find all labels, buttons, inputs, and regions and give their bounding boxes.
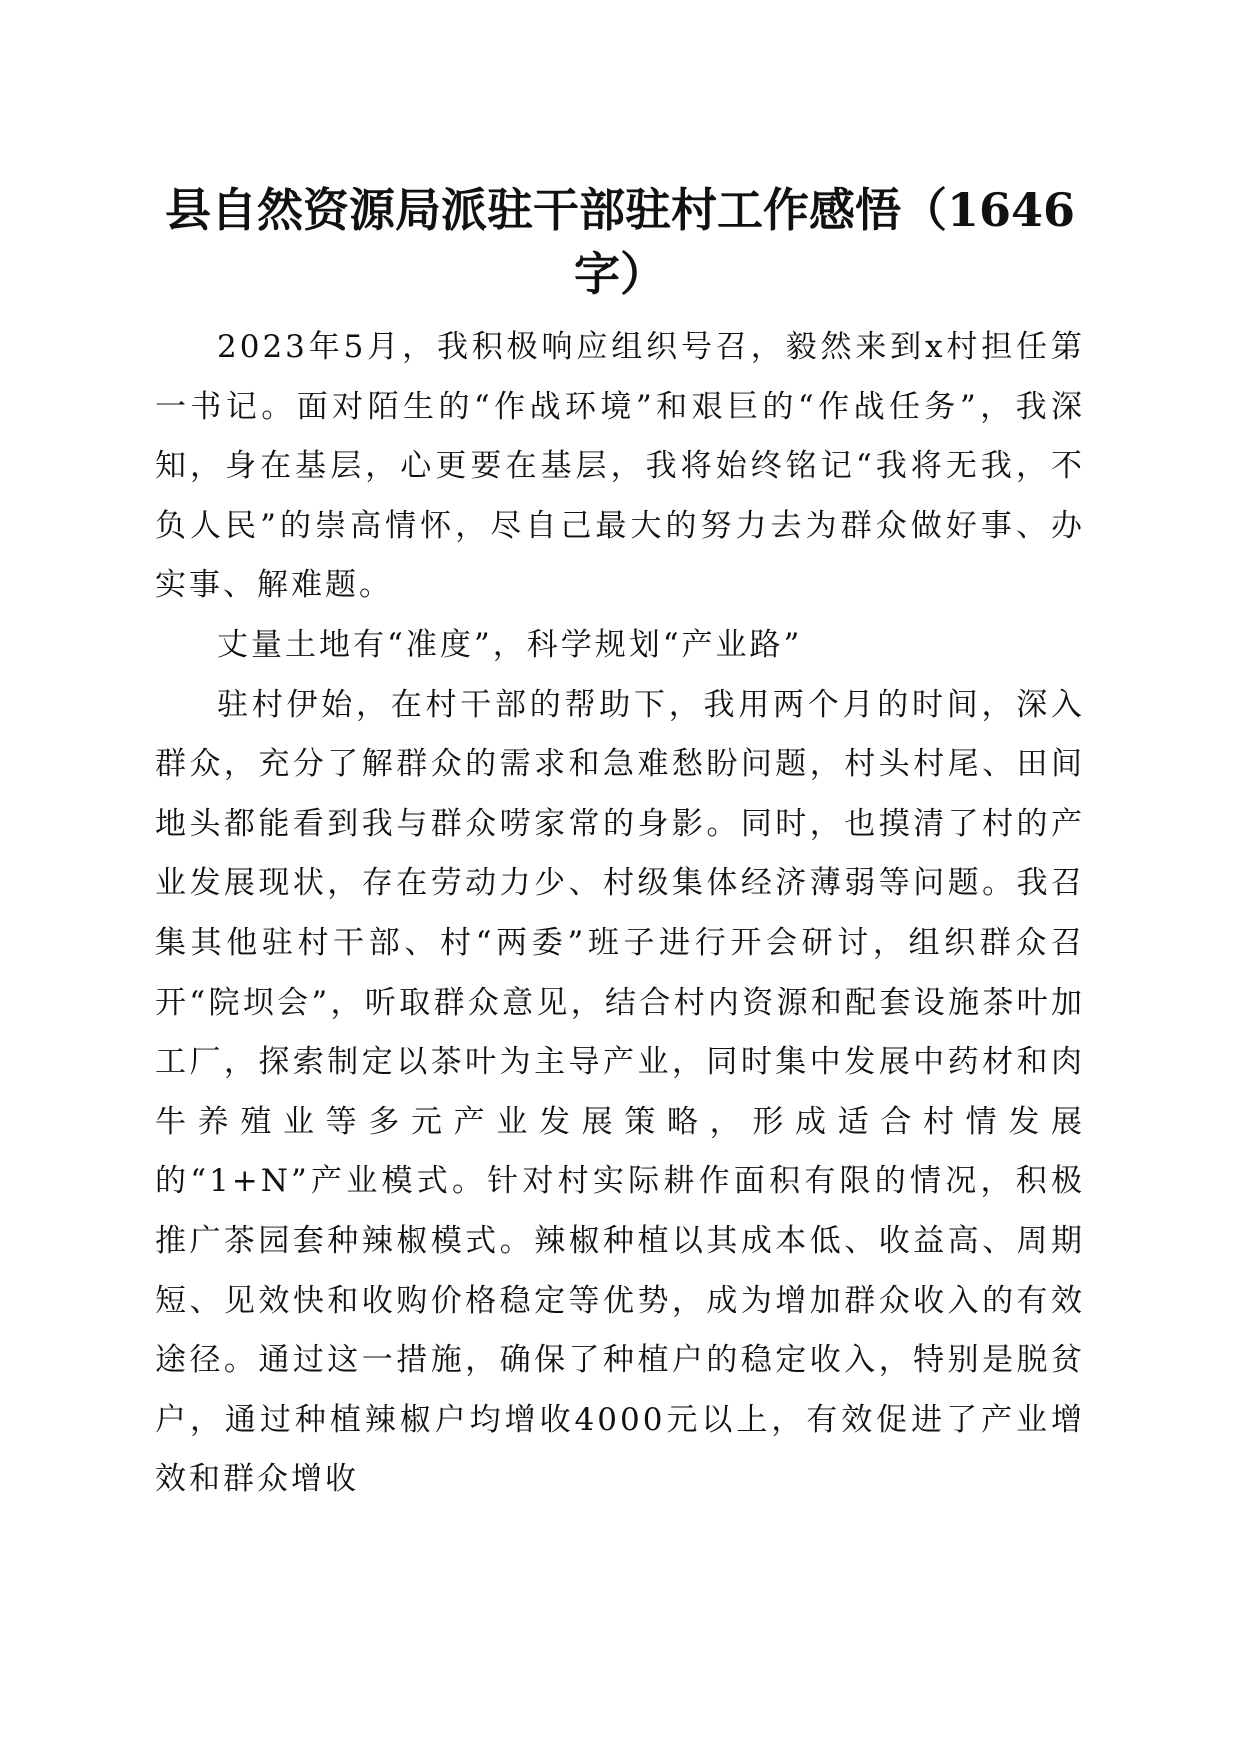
paragraph-section-1: 驻村伊始，在村干部的帮助下，我用两个月的时间，深入群众，充分了解群众的需求和急难愁盼问题，村头村尾、田间地头都能看到我与群众唠家常的身影。同时，也摸清了村的产业发展现状，存在劳动力少、村级集体经济薄弱等问题。我召集其他驻村干部、村“两委”班子进行开会研讨，组织群众召开“院坝会”，听取群众意见，结合村内资源和配套设施茶叶加工厂，探索制定以茶叶为主导产业，同时集中发展中药材和肉牛养殖业等多元产业发展策略，形成适合村情发展的“1+N”产业模式。针对村实际耕作面积有限的情况，积极推广茶园套种辣椒模式。辣椒种植以其成本低、收益高、周期短、见效快和收购价格稳定等优势，成为增加群众收入的有效途径。通过这一措施，确保了种植户的稳定收入，特别是脱贫户，通过种植辣椒户均增收4000元以上，有效促进了产业增效和群众增收	[155, 686, 1085, 1498]
document-body	[155, 318, 1085, 1510]
document-title-line-1: 县自然资源局派驻干部驻村工作感悟（1646	[164, 183, 1076, 237]
section-heading: 丈量土地有“准度”，科学规划“产业路”	[217, 626, 803, 663]
document-title-line-2: 字）	[574, 247, 666, 301]
paragraph-intro: 2023年5月，我积极响应组织号召，毅然来到x村担任第一书记。面对陌生的“作战环境”和艰巨的“作战任务”，我深知，身在基层，心更要在基层，我将始终铭记“我将无我，不负人民”的崇高情怀，尽自己最大的努力去为群众做好事、办实事、解难题。	[155, 329, 1085, 604]
